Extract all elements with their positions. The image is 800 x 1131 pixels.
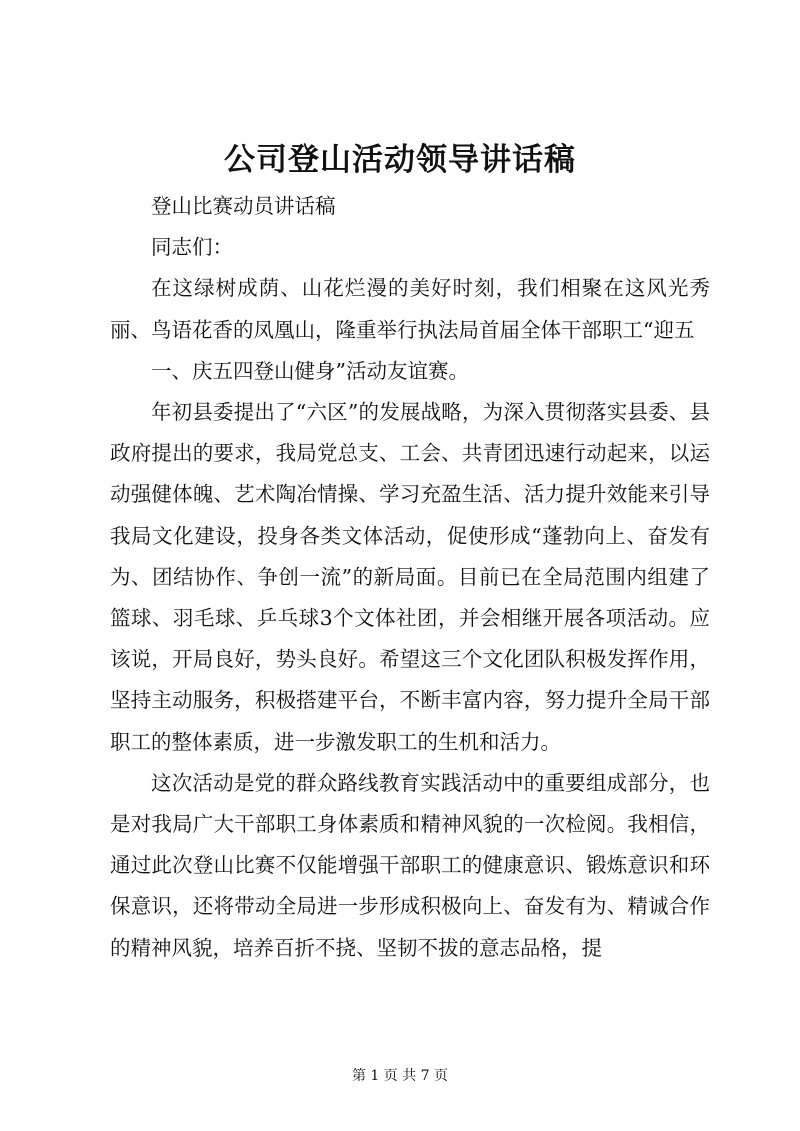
- paragraph-activity: 这次活动是党的群众路线教育实践活动中的重要组成部分，也是对我局广大干部职工身体素质和精神风貌的一次检阅。我相信，通过此次登山比赛不仅能增强干部职工的健康意识、锻炼意识和环保意识，还将带动全局进一步形成积极向上、奋发有为、精诚合作的精神风貌，培养百折不挠、坚韧不拔的意志品格，提: [110, 770, 710, 960]
- paragraph-section-one: 一、庆五四登山健身”活动友谊赛。: [151, 358, 469, 383]
- paragraph-opening: 在这绿树成荫、山花烂漫的美好时刻，我们相聚在这风光秀丽、鸟语花香的凤凰山，隆重举行执法局首届全体干部职工“迎五: [110, 276, 710, 342]
- paragraph-strategy: 年初县委提出了“六区”的发展战略，为深入贯彻落实县委、县政府提出的要求，我局党总支、工会、共青团迅速行动起来，以运动强健体魄、艺术陶冶情操、学习充盈生活、活力提升效能来引导我局文化建设，投身各类文体活动，促使形成“蓬勃向上、奋发有为、团结协作、争创一流”的新局面。目前已在全局范围内组建了篮球、羽毛球、乒乓球3个文体社团，并会相继开展各项活动。应该说，开局良好，势头良好。希望这三个文化团队积极发挥作用，坚持主动服务，积极搭建平台，不断丰富内容，努力提升全局干部职工的整体素质，进一步激发职工的生机和活力。: [110, 400, 710, 754]
- page-footer: 第 1 页 共 7 页: [351, 1068, 449, 1084]
- document-title: 公司登山活动领导讲话稿: [224, 142, 576, 178]
- document-body: [110, 186, 710, 969]
- paragraph-salutation: 同志们：: [151, 235, 233, 260]
- paragraph-subtitle: 登山比赛动员讲话稿: [151, 194, 336, 218]
